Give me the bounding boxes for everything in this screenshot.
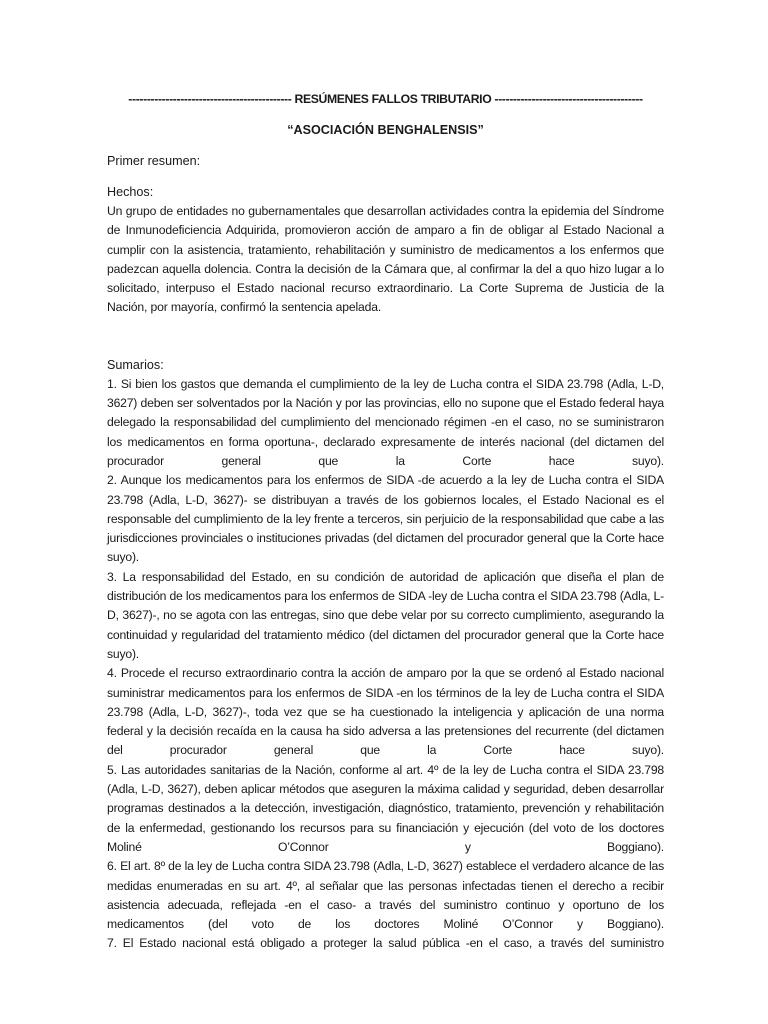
summary-item: 1. Si bien los gastos que demanda el cumplimiento de la ley de Lucha contra el SIDA 23.798 (Adla, L-D, 3627) deben ser solventados por la Nación y por las provincias, ello no supone que el Estado federal haya delegado la responsabilidad del cumplimiento del mencionado régimen -en el caso, no se suministraron los medicamentos en forma oportuna-, declarado expresamente de interés nacional (del dictamen del procurador general que la Corte hace suyo).: [107, 376, 664, 468]
document-header: -------------------------------------------- RESÚMENES FALLOS TRIBUTARIO ----------------------------------------: [128, 92, 643, 106]
facts-text: Un grupo de entidades no gubernamentales que desarrollan actividades contra la epidemia del Síndrome de Inmunodeficiencia Adquirida, promovieron acción de amparo a fin de obligar al Estado Nacional a cumplir con la asistencia, tratamiento, rehabilitación y suministro de medicamentos a los enfermos que padezcan aquella dolencia. Contra la decisión de la Cámara que, al confirmar la del a quo hizo lugar a lo solicitado, interpuso el Estado nacional recurso extraordinario. La Corte Suprema de Justicia de la Nación, por mayoría, confirmó la sentencia apelada.: [107, 204, 664, 315]
summaries-label: Sumarios:: [107, 357, 164, 372]
summaries-list: [107, 375, 664, 954]
summary-item: 7. El Estado nacional está obligado a proteger la salud pública -en el caso, a través del suministro: [107, 936, 664, 951]
summary-item: 6. El art. 8º de la ley de Lucha contra SIDA 23.798 (Adla, L-D, 3627) establece el verdadero alcance de las medidas enumeradas en su art. 4º, al señalar que las personas infectadas tienen el derecho a recibir asistencia adecuada, reflejada -en el caso- a través del suministro continuo y oportuno de los medicamentos (del voto de los doctores Moliné O’Connor y Boggiano).: [107, 859, 664, 932]
summary-item: 4. Procede el recurso extraordinario contra la acción de amparo por la que se ordenó al Estado nacional suministrar medicamentos para los enfermos de SIDA -en los términos de la ley de Lucha contra el SIDA 23.798 (Adla, L-D, 3627)-, toda vez que se ha cuestionado la inteligencia y aplicación de una norma federal y la decisión recaída en la causa ha sido adversa a las pretensiones del recurrente (del dictamen del procurador general que la Corte hace suyo).: [107, 666, 664, 758]
summary-item: 5. Las autoridades sanitarias de la Nación, conforme al art. 4º de la ley de Lucha contra el SIDA 23.798 (Adla, L-D, 3627), deben aplicar métodos que aseguren la máxima calidad y seguridad, deben desarrollar programas destinados a la detección, investigación, diagnóstico, tratamiento, prevención y rehabilitación de la enfermedad, gestionando los recursos para su financiación y ejecución (del voto de los doctores Moliné O’Connor y Boggiano).: [107, 762, 664, 854]
summary-item: 2. Aunque los medicamentos para los enfermos de SIDA -de acuerdo a la ley de Lucha contra el SIDA 23.798 (Adla, L-D, 3627)- se distribuyan a través de los gobiernos locales, el Estado Nacional es el responsable del cumplimiento de la ley frente a terceros, sin perjuicio de la responsabilidad que cabe a las jurisdicciones provinciales o instituciones privadas (del dictamen del procurador general que la Corte hace suyo).: [107, 473, 664, 565]
summary-item: 3. La responsabilidad del Estado, en su condición de autoridad de aplicación que diseña el plan de distribución de los medicamentos para los enfermos de SIDA -ley de Lucha contra el SIDA 23.798 (Adla, L-D, 3627)-, no se agota con las entregas, sino que debe velar por su correcto cumplimiento, asegurando la continuidad y regularidad del tratamiento médico (del dictamen del procurador general que la Corte hace suyo).: [107, 569, 664, 661]
document-title: “ASOCIACIÓN BENGHALENSIS”: [287, 123, 484, 137]
facts-label: Hechos:: [107, 185, 154, 199]
first-summary-label: Primer resumen:: [107, 154, 201, 168]
